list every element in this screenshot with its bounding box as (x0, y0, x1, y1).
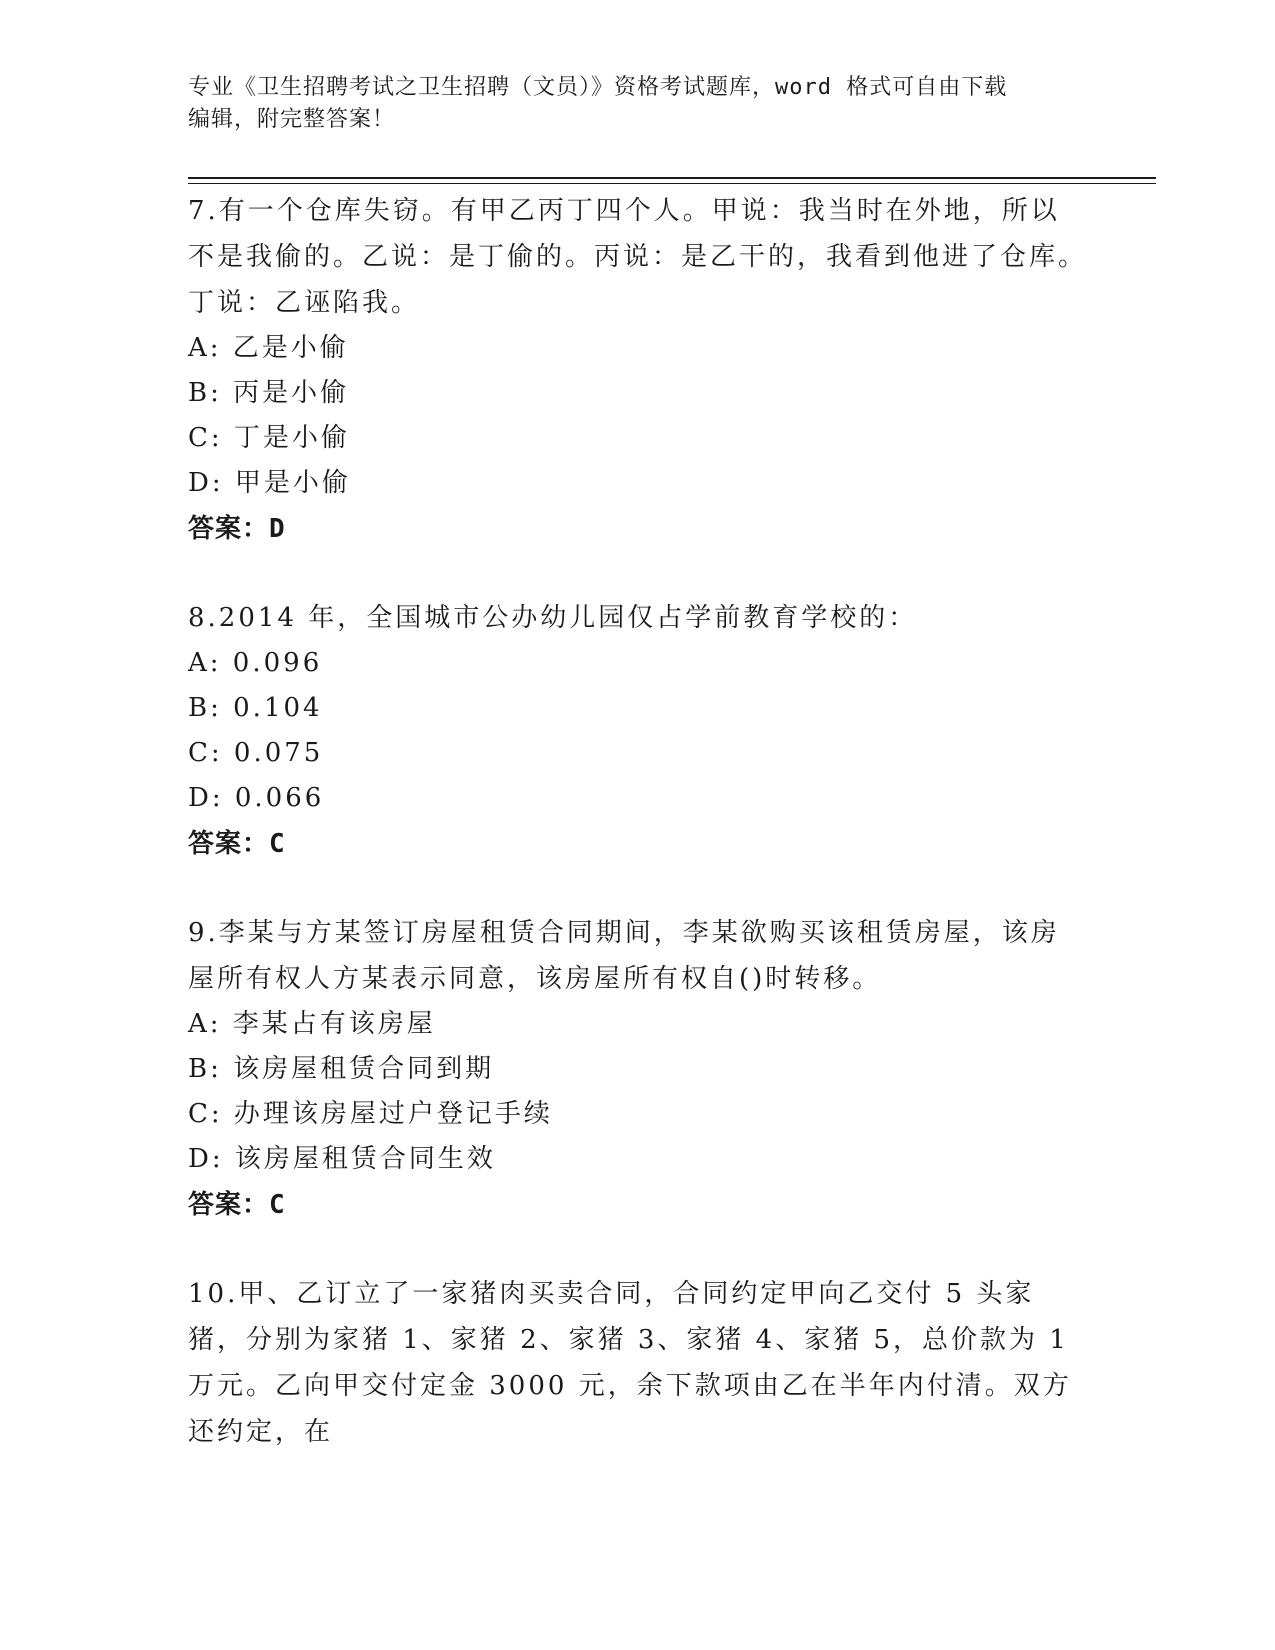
question-gap (188, 1228, 1088, 1271)
question-stem: 8.2014 年，全国城市公办幼儿园仅占学前教育学校的： (188, 603, 918, 633)
option-a: A: 李某占有该房屋 (188, 1009, 436, 1039)
document-header (188, 72, 1088, 136)
question-7 (188, 188, 1088, 552)
question-gap (188, 867, 1088, 910)
question-stem: 7.有一个仓库失窃。有甲乙丙丁四个人。甲说：我当时在外地，所以不是我偷的。乙说：是丁偷的。丙说：是乙干的，我看到他进了仓库。丁说：乙诬陷我。 (188, 196, 1088, 318)
question-list (188, 188, 1088, 1455)
answer: 答案：D (188, 514, 286, 544)
header-line-1: 专业《卫生招聘考试之卫生招聘（文员）》资格考试题库，word 格式可自由下载 (188, 75, 1008, 100)
question-gap (188, 552, 1088, 595)
question-8 (188, 595, 1088, 867)
option-d: D: 该房屋租赁合同生效 (188, 1144, 496, 1174)
header-line-2: 编辑，附完整答案！ (188, 107, 396, 132)
question-9 (188, 910, 1088, 1228)
question-stem: 10.甲、乙订立了一家猪肉买卖合同，合同约定甲向乙交付 5 头家猪，分别为家猪 1、家猪 2、家猪 3、家猪 4、家猪 5，总价款为 1 万元。乙向甲交付定金 3000 元，余下款项由乙在半年内付清。双方还约定，在 (188, 1279, 1072, 1447)
option-c: C: 丁是小偷 (188, 423, 350, 453)
answer: 答案：C (188, 829, 286, 859)
header-divider-thin (188, 183, 1156, 184)
option-c: C: 办理该房屋过户登记手续 (188, 1099, 553, 1129)
question-10 (188, 1271, 1088, 1455)
option-a: A: 乙是小偷 (188, 333, 349, 363)
question-stem: 9.李某与方某签订房屋租赁合同期间，李某欲购买该租赁房屋，该房屋所有权人方某表示同意，该房屋所有权自()时转移。 (188, 918, 1060, 994)
option-b: B: 0.104 (188, 693, 323, 723)
option-a: A: 0.096 (188, 648, 323, 678)
option-d: D: 甲是小偷 (188, 468, 351, 498)
header-divider (188, 177, 1156, 179)
option-b: B: 丙是小偷 (188, 378, 350, 408)
option-b: B: 该房屋租赁合同到期 (188, 1054, 495, 1084)
option-d: D: 0.066 (188, 783, 325, 813)
answer: 答案：C (188, 1190, 286, 1220)
option-c: C: 0.075 (188, 738, 324, 768)
